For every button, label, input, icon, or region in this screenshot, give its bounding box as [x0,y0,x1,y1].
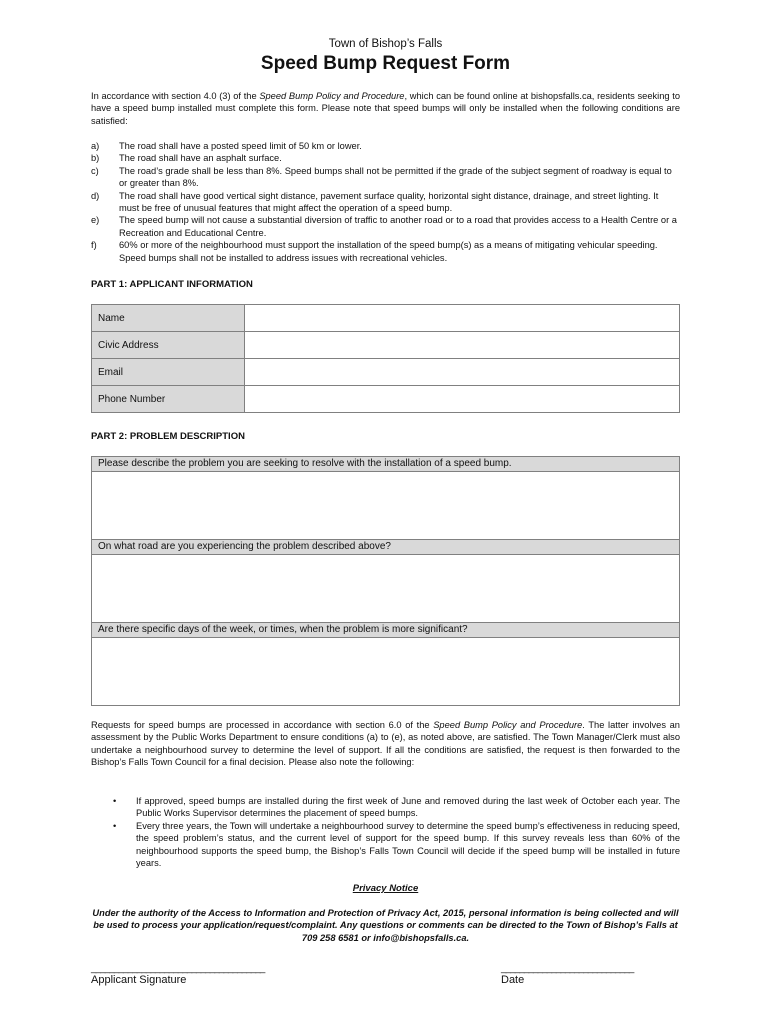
notes-list [91,795,680,869]
condition-letter: c) [91,165,99,176]
intro-policy-name: Speed Bump Policy and Procedure [259,91,405,101]
road-question-block [91,539,680,623]
phone-number-field[interactable] [245,386,680,413]
condition-letter: d) [91,190,100,201]
intro-text-after: , which can be found online at bishopsfalls.ca, residents seeking to have a speed bump installed must complete this form. Please note that speed bumps will only be installed when the following conditions are satisfied: [91,91,680,126]
privacy-notice-title: Privacy Notice [352,883,419,894]
name-field[interactable] [245,305,680,332]
civic-address-label: Civic Address [92,332,245,359]
condition-item [91,140,680,152]
phone-number-label: Phone Number [92,386,245,413]
road-answer-field[interactable] [92,555,679,622]
condition-text: The road’s grade shall be less than 8%. Speed bumps shall not be permitted if the grade of the subject segment of roadway is equal to or greater than 8%. [119,165,672,189]
organization-name: Town of Bishop’s Falls [328,38,443,50]
bullet-text: Every three years, the Town will undertake a neighbourhood survey to determine the speed bump’s effectiveness in reducing speed, the speed problem’s status, and the current level of support for the speed bump. If this survey reveals less than 60% of the neighbourhood supports the speed bump, the Bishop’s Falls Town Council will decide if the speed bump will be installed in future years. [136,820,680,869]
problem-description-question: Please describe the problem you are seeking to resolve with the installation of a speed bump. [92,457,679,472]
condition-text: The speed bump will not cause a substantial diversion of traffic to another road or to a road that provides access to a Health Centre or a Recreation and Educational Centre. [119,215,677,238]
processing-text-after: . The latter involves an assessment by the Public Works Department to ensure conditions (a) to (e), as noted above, are satisfied. The Town Manager/Clerk must also undertake a neighbourhood survey to determine the level of support. If all the conditions are satisfied, the request is then forwarded to the Bishop’s Falls Town Council for a final decision. Please also note the following: [91,720,680,768]
name-label: Name [92,305,245,332]
condition-item [91,239,680,264]
condition-text: The road shall have an asphalt surface. [119,153,282,164]
condition-item [91,152,680,164]
table-row [92,386,680,413]
privacy-notice-text: Under the authority of the Access to Information and Protection of Privacy Act, 2015, personal information is being collected and will be used to process your application/request/complaint. Any questions or comments can be directed to the Town of Bishop’s Falls at 709 258 6581 or info@bishopsfalls.ca. [92,908,679,943]
applicant-signature-label: Applicant Signature [91,974,187,986]
conditions-list [91,140,680,264]
road-question: On what road are you experiencing the problem described above? [92,540,679,555]
table-row [92,305,680,332]
condition-text: The road shall have good vertical sight distance, pavement surface quality, horizontal sight distance, drainage, and street lighting. It must be free of unusual features that might affect the operation of a speed bump. [119,190,659,214]
form-title: Speed Bump Request Form [260,53,511,74]
email-field[interactable] [245,359,680,386]
processing-policy-name: Speed Bump Policy and Procedure [433,720,583,730]
part2-heading: PART 2: PROBLEM DESCRIPTION [91,431,245,442]
problem-question-block [91,456,680,540]
condition-text: 60% or more of the neighbourhood must support the installation of the speed bump(s) as a means of mitigating vehicular speeding. Speed bumps shall not be installed to address issues with recreational vehicles. [119,240,658,263]
processing-paragraph [91,719,680,769]
list-item [91,820,680,870]
processing-text-before: Requests for speed bumps are processed in accordance with section 6.0 of the [91,720,434,730]
bullet-symbol: • [113,820,117,831]
condition-letter: e) [91,215,100,226]
times-answer-field[interactable] [92,638,679,705]
civic-address-field[interactable] [245,332,680,359]
table-row [92,332,680,359]
date-label: Date [501,974,525,986]
list-item [91,795,680,820]
intro-paragraph [91,90,680,127]
condition-item [91,214,680,239]
intro-text-before: In accordance with section 4.0 (3) of the [91,91,260,101]
bullet-symbol: • [113,796,117,806]
times-question-block [91,622,680,706]
condition-item [91,165,680,190]
email-label: Email [92,359,245,386]
applicant-info-table [91,304,680,413]
condition-letter: a) [91,141,100,151]
date-line[interactable]: _____________________________ [501,963,634,974]
times-question: Are there specific days of the week, or times, when the problem is more significant? [92,623,679,638]
condition-letter: b) [91,153,100,164]
condition-item [91,190,680,215]
condition-text: The road shall have a posted speed limit of 50 km or lower. [119,141,362,151]
problem-description-answer-field[interactable] [92,472,679,539]
applicant-signature-line[interactable]: ______________________________________ [91,963,265,974]
table-row [92,359,680,386]
part1-heading: PART 1: APPLICANT INFORMATION [91,279,253,290]
bullet-text: If approved, speed bumps are installed during the first week of June and removed during the last week of October each year. The Public Works Supervisor determines the placement of speed bumps. [136,796,680,819]
condition-letter: f) [91,240,97,251]
